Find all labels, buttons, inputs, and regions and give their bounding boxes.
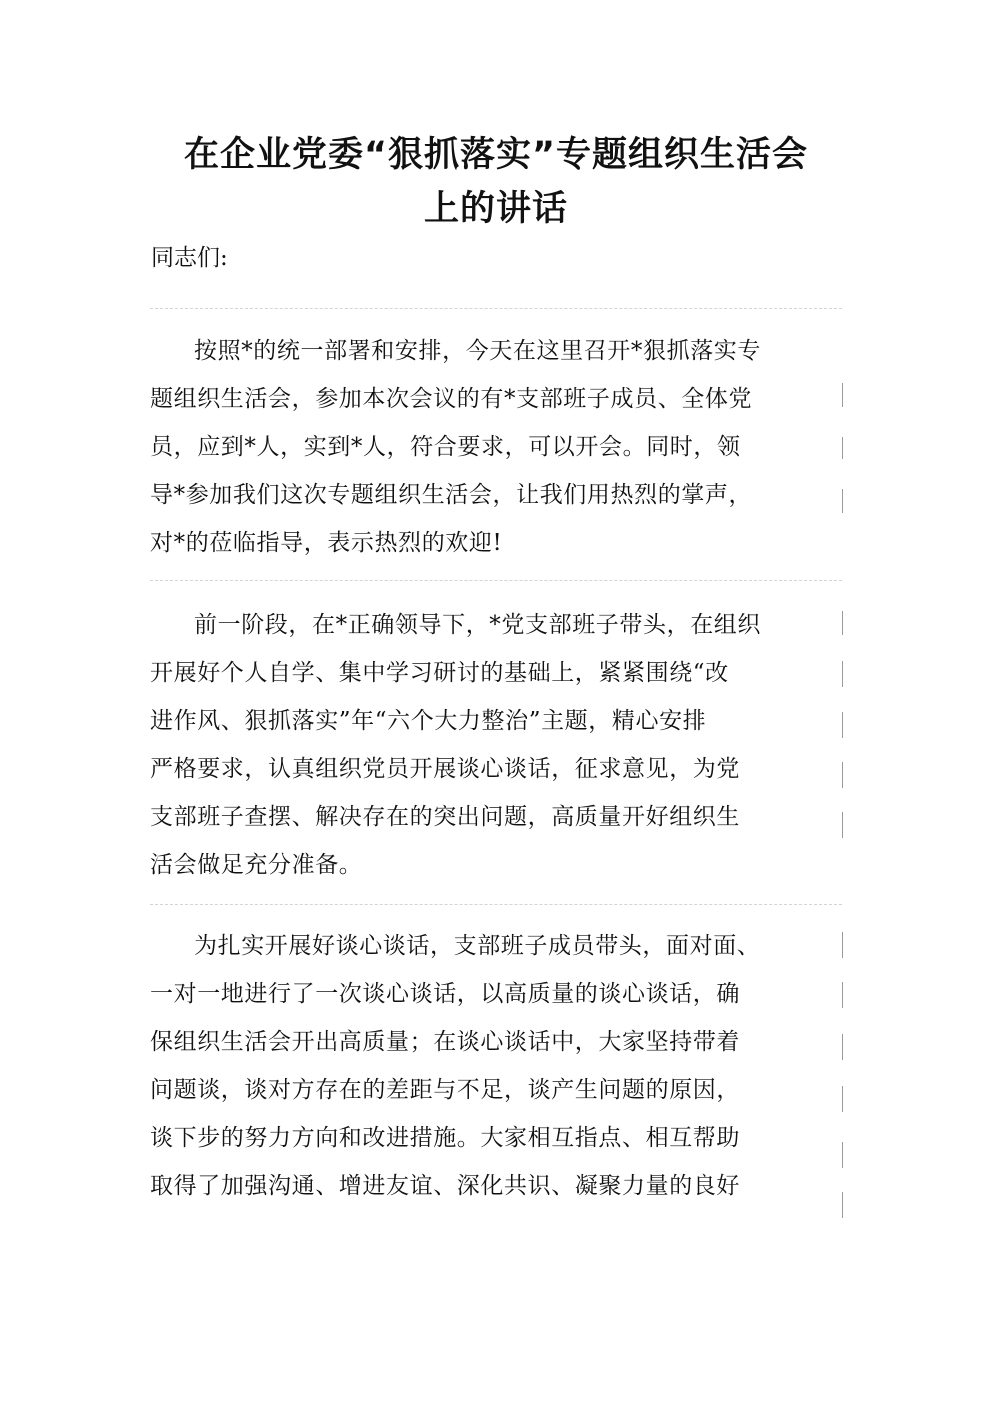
paragraph-3-line-1: 为扎实开展好谈心谈话，支部班子成员带头，面对面、: [194, 933, 761, 959]
margin-mark: [842, 982, 843, 1008]
paragraph-1-line-5: 对*的莅临指导，表示热烈的欢迎!: [150, 530, 503, 556]
paragraph-1-line-1: 按照*的统一部署和安排，今天在这里召开*狠抓落实专: [194, 338, 761, 364]
margin-mark: [842, 1086, 843, 1112]
paragraph-3: [150, 922, 842, 1210]
margin-mark: [842, 812, 843, 838]
paragraph-1-line-3: 员，应到*人，实到*人，符合要求，可以开会。同时，领: [150, 434, 741, 460]
margin-mark: [842, 712, 843, 738]
margin-mark: [842, 383, 843, 407]
paragraph-2-line-4: 严格要求，认真组织党员开展谈心谈话，征求意见，为党: [150, 756, 740, 782]
margin-mark: [842, 661, 843, 687]
document-title: [150, 128, 842, 236]
margin-mark: [842, 1142, 843, 1168]
paragraph-divider: [150, 308, 842, 309]
margin-mark: [842, 1192, 843, 1218]
paragraph-3-line-3: 保组织生活会开出高质量；在谈心谈话中，大家坚持带着: [150, 1029, 740, 1055]
paragraph-3-line-6: 取得了加强沟通、增进友谊、深化共识、凝聚力量的良好: [150, 1173, 740, 1199]
paragraph-2: [150, 601, 842, 889]
paragraph-3-line-5: 谈下步的努力方向和改进措施。大家相互指点、相互帮助: [150, 1125, 740, 1151]
margin-mark: [842, 1034, 843, 1060]
paragraph-3-line-4: 问题谈，谈对方存在的差距与不足，谈产生问题的原因，: [150, 1077, 740, 1103]
margin-mark: [842, 437, 843, 459]
paragraph-3-line-2: 一对一地进行了一次谈心谈话，以高质量的谈心谈话，确: [150, 981, 740, 1007]
paragraph-2-line-1: 前一阶段，在*正确领导下，*党支部班子带头，在组织: [194, 612, 761, 638]
margin-mark: [842, 762, 843, 788]
margin-mark: [842, 489, 843, 513]
margin-mark: [842, 611, 843, 635]
title-line-1: 在企业党委“狠抓落实”专题组织生活会: [183, 135, 808, 175]
paragraph-2-line-6: 活会做足充分准备。: [150, 852, 363, 878]
paragraph-2-line-5: 支部班子查摆、解决存在的突出问题，高质量开好组织生: [150, 804, 740, 830]
paragraph-1: [150, 327, 842, 567]
paragraph-1-line-4: 导*参加我们这次专题组织生活会，让我们用热烈的掌声，: [150, 482, 753, 508]
paragraph-2-line-2: 开展好个人自学、集中学习研讨的基础上，紧紧围绕“改: [150, 660, 729, 686]
paragraph-2-line-3: 进作风、狠抓落实”年“六个大力整治”主题，精心安排: [150, 708, 707, 734]
salutation: 同志们:: [151, 245, 228, 271]
paragraph-divider: [150, 580, 842, 581]
paragraph-1-line-2: 题组织生活会，参加本次会议的有*支部班子成员、全体党: [150, 386, 753, 412]
paragraph-divider: [150, 904, 842, 905]
margin-mark: [842, 932, 843, 958]
title-line-2: 上的讲话: [423, 189, 568, 229]
